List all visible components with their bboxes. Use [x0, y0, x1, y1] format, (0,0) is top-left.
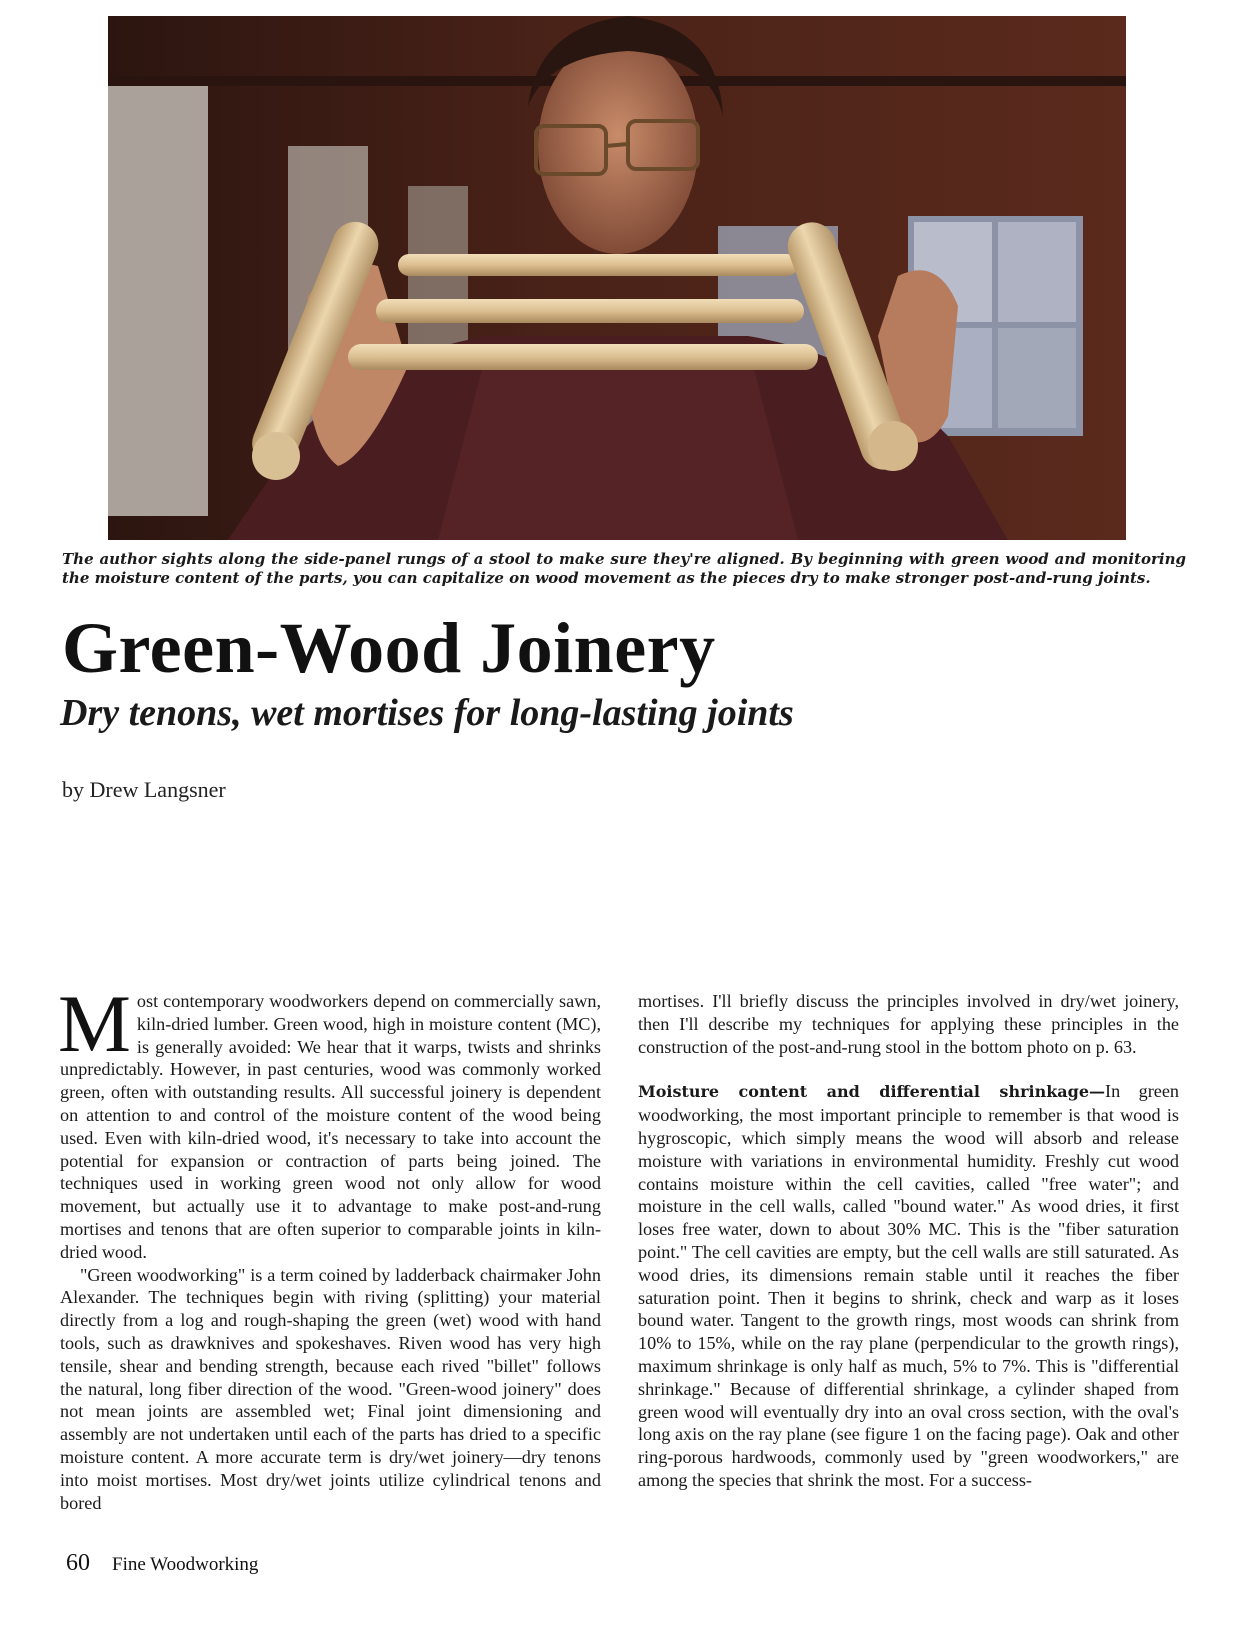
paragraph-text: In green woodworking, the most important principle to remember is that wood is hygroscopic, which simply means the wood will absorb and release moisture with variations in environmental humidity. Freshly cut wood contains moisture within the cell cavities, called "free water"; and moisture in the cell walls, called "bound water." As wood dries, it first loses free water, down to about 30% MC. This is the "fiber saturation point." The cell cavities are empty, but the cell walls are still saturated. As wood dries, its dimensions remain stable until it reaches the fiber saturation point. Then it begins to shrink, check and warp as it loses bound water. Tangent to the growth rings, most woods can shrink from 10% to 15%, while on the ray plane (perpendicular to the growth rings), maximum shrinkage is only half as much, 5% to 7%. This is "differential shrinkage." Because of differential shrinkage, a cylinder shaped from green wood will eventually dry into an oval cross section, with the oval's long axis on the ray plane (see figure 1 on the facing page). Oak and other ring-porous hardwoods, commonly used by "green woodworkers," are among the species that shrink the most. For a success-	[638, 1081, 1180, 1490]
magazine-name: Fine Woodworking	[112, 1554, 259, 1575]
byline: by Drew Langsner	[62, 777, 226, 802]
article-title: Green-Wood Joinery	[62, 608, 716, 688]
body-paragraph: "Green woodworking" is a term coined by ladderback chairmaker John Alexander. The techniques begin with riving (splitting) your material directly from a log and rough-shaping the green (wet) wood with hand tools, such as drawknives and spokeshaves. Riven wood has very high tensile, shear and bending strength, because each rived "billet" follows the natural, long fiber direction of the wood. "Green-wood joinery" does not mean joints are assembled wet; Final joint dimensioning and assembly are not undertaken until each of the parts has dried to a specific moisture content. A more accurate term is dry/wet joinery—dry tenons into moist mortises. Most dry/wet joints utilize cylindrical tenons and bored	[60, 1264, 601, 1513]
article-subtitle: Dry tenons, wet mortises for long-lasting joints	[60, 692, 794, 734]
section-heading: Moisture content and differential shrinkage—	[638, 1082, 1106, 1102]
hero-photo	[108, 16, 1126, 540]
page-footer	[66, 1550, 258, 1577]
body-column-left	[58, 978, 601, 1514]
body-paragraph	[58, 978, 601, 1264]
body-column-right	[638, 990, 1179, 1492]
hero-photo-illustration	[108, 16, 1126, 540]
page-number: 60	[66, 1550, 90, 1576]
photo-caption: The author sights along the side-panel rungs of a stool to make sure they're aligned. By beginning with green wood and monitoring the moisture content of the parts, you can capitalize on wood movement as the pieces dry to make stronger post-and-rung joints.	[62, 550, 1186, 587]
paragraph-text: ost contemporary woodworkers depend on commercially sawn, kiln-dried lumber. Green wood, high in moisture content (MC), is generally avoided: We hear that it warps, twists and shrinks unpredictably. However, in past centuries, wood was commonly worked green, often with outstanding results. All successful joinery is dependent on attention to and control of the moisture content of the wood being used. Even with kiln-dried wood, it's necessary to take into account the potential for expansion or contraction of parts being joined. The techniques used in working green wood not only allow for wood movement, but actually use it to advantage to make post-and-rung mortises and tenons that are often superior to comparable joints in kiln-dried wood.	[60, 991, 601, 1262]
body-paragraph	[638, 1080, 1179, 1491]
paragraph-spacer	[638, 1058, 1179, 1080]
drop-cap: M	[58, 978, 131, 1069]
body-paragraph: mortises. I'll briefly discuss the principles involved in dry/wet joinery, then I'll describe my techniques for applying these principles in the construction of the post-and-rung stool in the bottom photo on p. 63.	[638, 991, 1179, 1057]
